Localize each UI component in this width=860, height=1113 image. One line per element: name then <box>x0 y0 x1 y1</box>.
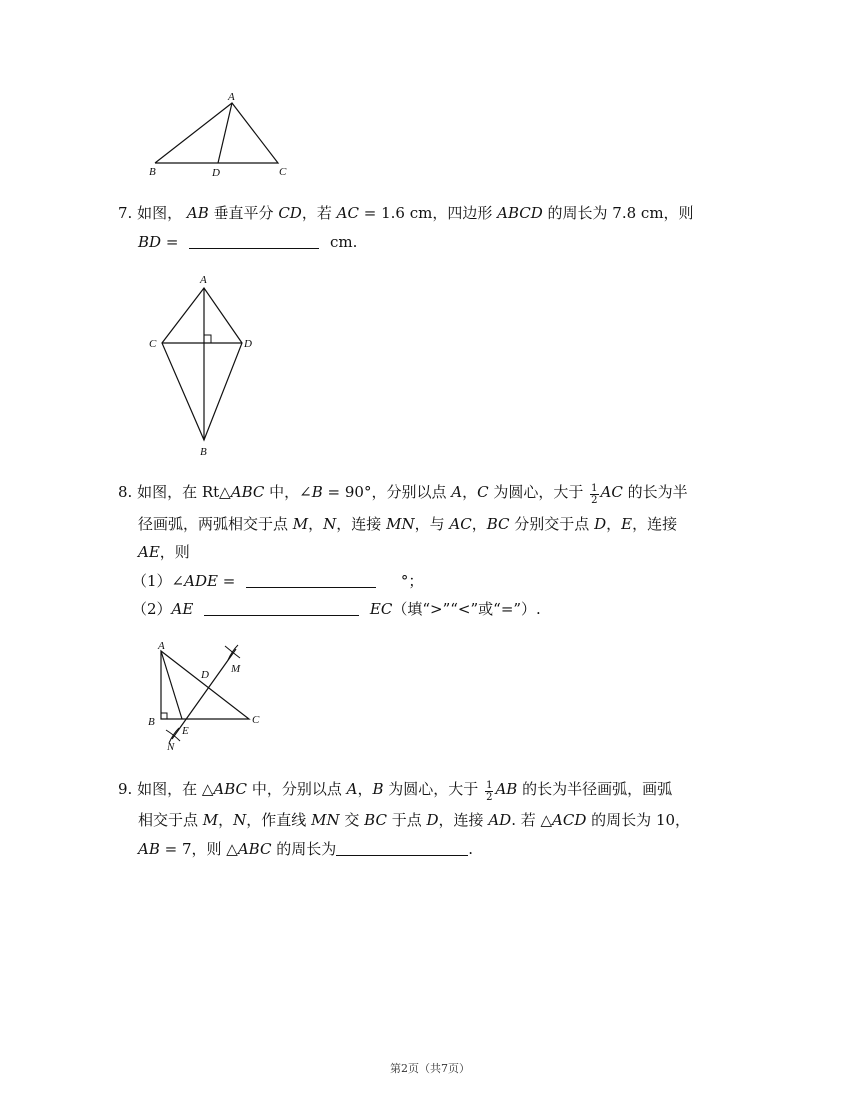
q7-line2 <box>138 228 357 257</box>
q7-line1 <box>118 199 694 228</box>
q8-right-angle-mark <box>161 713 167 719</box>
q8-text: ，与 <box>414 515 445 533</box>
q7-right-angle-mark <box>204 335 211 343</box>
q8-math: E <box>621 515 633 533</box>
q9-text: ，作直线 <box>246 811 307 829</box>
q9-math: BC <box>364 811 387 829</box>
q8-text: ，连接 <box>632 515 678 533</box>
q6-label-c: C <box>279 166 287 178</box>
q8-text: ，则 <box>159 543 190 561</box>
q8-text: ， <box>606 515 622 533</box>
q8-text: 为圆心，大于 <box>493 483 584 501</box>
q9-math: M <box>202 811 219 829</box>
q8-math: AE <box>138 543 160 561</box>
q7-label-b: B <box>200 446 207 458</box>
q8-frac-den: 2 <box>591 495 598 506</box>
q8-math: B <box>311 483 323 501</box>
q7-text: cm. <box>329 233 358 251</box>
q9-text: ， <box>218 811 234 829</box>
q9-text: ，连接 <box>438 811 484 829</box>
q8-text: ，连接 <box>336 515 382 533</box>
q7-answer-blank[interactable] <box>189 232 319 249</box>
q8-math: D <box>594 515 607 533</box>
q9-text: 相交于点 <box>138 811 199 829</box>
q9-math: N <box>233 811 247 829</box>
q9-text: 如图，在 △ <box>137 780 214 798</box>
q8-text: = 90°，分别以点 <box>327 483 447 501</box>
q8-sub1-label: （1）∠ <box>132 572 185 590</box>
q8-label-d: D <box>201 669 209 681</box>
q8-text: = <box>222 572 236 590</box>
q9-math: AB <box>138 840 160 858</box>
q8-text: 的长为半 <box>627 483 688 501</box>
q7-math: ABCD <box>497 204 543 222</box>
q8-line1 <box>118 478 688 507</box>
q7-math: BD <box>138 233 162 251</box>
q9-text: 为圆心，大于 <box>388 780 479 798</box>
q8-sub2 <box>132 595 541 624</box>
q9-math: ACD <box>552 811 587 829</box>
q8-math: EC <box>369 600 393 618</box>
q8-text: ， <box>471 515 487 533</box>
q6-label-a: A <box>228 91 235 103</box>
q7-number: 7. <box>118 204 133 222</box>
q9-line1 <box>118 775 672 804</box>
q8-label-e: E <box>182 725 189 737</box>
q9-math: AB <box>495 780 518 798</box>
q8-math: A <box>451 483 463 501</box>
q9-text: 的周长为 10， <box>591 811 691 829</box>
q6-label-d: D <box>212 167 220 179</box>
q8-label-b: B <box>148 716 155 728</box>
q9-answer-blank[interactable] <box>336 839 468 856</box>
q9-text: 中，分别以点 <box>251 780 342 798</box>
q8-triangle-outline <box>161 651 249 719</box>
q8-math: AC <box>600 483 623 501</box>
q7-text: 的周长为 7.8 cm，则 <box>547 204 694 222</box>
q8-math: AC <box>449 515 472 533</box>
q8-sub1-answer-blank[interactable] <box>246 571 376 588</box>
q8-number: 8. <box>118 483 133 501</box>
q8-math: M <box>292 515 309 533</box>
q6-label-b: B <box>149 166 156 178</box>
q9-text: . 若 △ <box>511 811 553 829</box>
q7-text: 垂直平分 <box>213 204 274 222</box>
q8-text: ， <box>308 515 324 533</box>
q9-math: ABC <box>237 840 272 858</box>
q9-frac-den: 2 <box>486 792 493 803</box>
q8-text: 如图，在 Rt△ <box>137 483 231 501</box>
q6-triangle-outline <box>155 103 278 163</box>
q9-number: 9. <box>118 780 133 798</box>
q8-segment-ae <box>161 651 182 719</box>
q8-fraction-half <box>590 483 598 506</box>
q8-line3 <box>138 538 190 567</box>
q7-text: = <box>165 233 179 251</box>
q9-text: = 7，则 △ <box>164 840 238 858</box>
q8-label-a: A <box>158 640 165 652</box>
q8-text: 中，∠ <box>269 483 312 501</box>
q8-sub2-answer-blank[interactable] <box>204 599 359 616</box>
q9-text: 交 <box>344 811 360 829</box>
q9-math: MN <box>311 811 340 829</box>
q8-sub2-label: （2） <box>132 600 172 618</box>
q7-math: CD <box>278 204 302 222</box>
q8-text: （填“>”“<”或“=”）. <box>392 600 541 618</box>
q8-math: ABC <box>230 483 265 501</box>
page-footer: 第2页（共7页） <box>390 1062 470 1075</box>
q8-math: AE <box>171 600 194 618</box>
q7-kite-figure <box>140 268 270 463</box>
q8-label-c: C <box>252 714 260 726</box>
q8-label-n: N <box>167 741 175 753</box>
q7-text: ，若 <box>301 204 332 222</box>
q9-text: ， <box>357 780 373 798</box>
q8-text: 径画弧，两弧相交于点 <box>138 515 289 533</box>
q9-math: AD <box>488 811 512 829</box>
q8-frac-num: 1 <box>591 483 598 494</box>
q8-sub1 <box>132 567 423 596</box>
q7-kite-outline <box>162 288 242 440</box>
q8-math: BC <box>486 515 510 533</box>
q9-line2 <box>138 806 690 835</box>
q8-math: ADE <box>184 572 218 590</box>
q9-text: 的周长为 <box>276 840 337 858</box>
q8-construction-figure <box>142 636 277 754</box>
q7-label-c: C <box>149 338 157 350</box>
q7-label-a: A <box>200 274 207 286</box>
q9-math: B <box>372 780 384 798</box>
q9-frac-num: 1 <box>486 780 493 791</box>
q7-label-d: D <box>244 338 252 350</box>
q8-text: °； <box>400 572 424 590</box>
q8-math: C <box>477 483 489 501</box>
q8-label-m: M <box>231 663 241 675</box>
q9-text: 于点 <box>391 811 422 829</box>
q7-text: 如图， <box>137 204 183 222</box>
q8-text: 分别交于点 <box>514 515 590 533</box>
q7-math: AB <box>186 204 209 222</box>
q8-math: N <box>323 515 337 533</box>
q9-text: 的长为半径画弧，画弧 <box>522 780 673 798</box>
q6-triangle-figure <box>140 88 300 183</box>
q9-fraction-half <box>485 780 493 803</box>
q7-text: = 1.6 cm，四边形 <box>363 204 493 222</box>
q7-math: AC <box>336 204 359 222</box>
q9-text: . <box>468 840 474 858</box>
q9-math: ABC <box>213 780 248 798</box>
q9-line3 <box>138 835 473 864</box>
q9-math: D <box>426 811 439 829</box>
q8-text: ， <box>462 483 478 501</box>
q8-math: MN <box>386 515 415 533</box>
q8-line2 <box>138 510 677 539</box>
q9-math: A <box>346 780 358 798</box>
